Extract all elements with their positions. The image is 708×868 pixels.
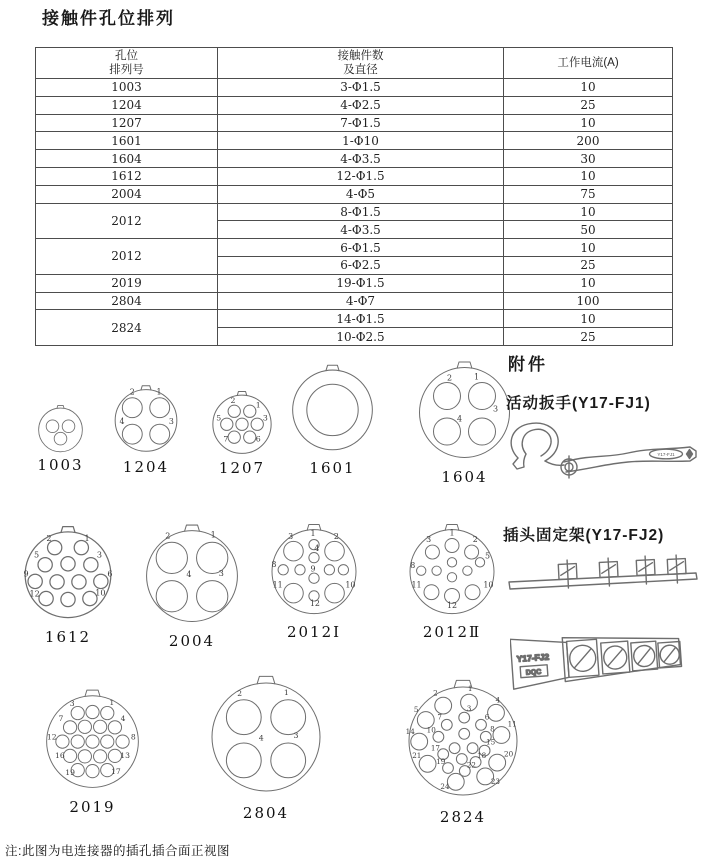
cell-arrangement-no: 1604	[36, 150, 218, 168]
footnote: 注:此图为电连接器的插孔插合面正视图	[5, 844, 230, 858]
table-row	[36, 79, 673, 97]
table-row	[36, 310, 673, 328]
hole-number: 5	[484, 551, 490, 561]
connector-diagram-1601	[286, 359, 379, 477]
hole-number: 19	[65, 768, 75, 778]
hole-number: 3	[466, 704, 472, 713]
hole-number: 1	[310, 529, 316, 539]
contact-hole-2	[226, 700, 261, 735]
col-header-line: 排列号	[109, 64, 144, 76]
contact-hole-16	[63, 749, 76, 762]
connector-label: 1207	[218, 459, 266, 478]
hole-number: 2	[472, 534, 478, 544]
hole-number: 1	[156, 387, 162, 397]
contact-hole-1	[271, 700, 306, 735]
hole-number: 8	[130, 732, 136, 742]
hole-number: 9	[23, 568, 29, 579]
connector-diagram-1003	[35, 402, 86, 474]
plug-holder-side-view	[506, 549, 702, 597]
connector-face-1204	[110, 381, 182, 460]
bracket-dqc-text: DQC	[525, 668, 542, 677]
contact-hole	[71, 735, 84, 748]
hole-number: 23	[490, 777, 500, 787]
hole-number: 2	[230, 395, 236, 405]
hole-number: 14	[405, 726, 415, 736]
table-row	[36, 203, 673, 221]
hole-number: 8	[410, 560, 416, 570]
hole-number: 3	[492, 404, 499, 414]
hole-number: 12	[446, 601, 458, 611]
cell-contacts-diameter: 6-Φ1.5	[218, 239, 504, 257]
bracket-strip	[562, 630, 681, 682]
cell-arrangement-no: 1601	[36, 132, 218, 150]
hole-number: 4	[119, 416, 125, 426]
contact-hole-2	[156, 542, 187, 573]
contact-hole	[61, 592, 75, 606]
connector-label: 2012Ⅰ	[286, 623, 342, 642]
contact-hole-2	[325, 541, 345, 561]
hole-number: 3	[168, 416, 174, 426]
table-header-row	[36, 48, 673, 79]
contact-hole	[338, 565, 348, 575]
connector-label: 1604	[441, 468, 488, 486]
contact-hole-4	[309, 553, 319, 563]
bracket-clip	[636, 556, 655, 585]
hole-number: 7	[223, 434, 229, 444]
contact-hole-10	[325, 583, 345, 603]
cell-contacts-diameter: 6-Φ2.5	[218, 256, 504, 274]
contact-hole-3	[197, 581, 228, 612]
connector-face-2824	[400, 672, 526, 810]
cell-contacts-diameter: 14-Φ1.5	[218, 310, 504, 328]
col-header-contacts-diameter	[218, 48, 504, 79]
connector-face-2012-2	[403, 518, 501, 625]
cell-arrangement-no: 2012	[36, 203, 218, 239]
contact-hole-5	[475, 558, 484, 567]
contact-hole	[61, 557, 75, 571]
contact-hole-12	[39, 591, 53, 605]
hole-number: 17	[111, 767, 121, 777]
contact-hole	[456, 754, 467, 765]
wrench-jaw-tip	[513, 454, 526, 469]
table-row	[36, 274, 673, 292]
contact-hole-4	[488, 704, 505, 721]
hole-number: 1	[449, 528, 455, 538]
hole-number: 11	[411, 580, 422, 590]
hole-number: 1	[255, 400, 261, 410]
hole-number: 12	[46, 732, 57, 742]
hole-number: 3	[288, 531, 294, 541]
hole-number: 6	[484, 712, 490, 722]
contact-hole-1	[244, 405, 256, 417]
table-row	[36, 292, 673, 310]
table-row	[36, 239, 673, 257]
hole-number: 4	[258, 733, 264, 743]
contact-hole-1	[101, 706, 114, 719]
connector-label: 1601	[309, 458, 356, 477]
cell-contacts-diameter: 4-Φ5	[218, 185, 504, 203]
contact-hole-3	[425, 545, 439, 559]
hole-number: 7	[58, 714, 64, 724]
connector-shell	[409, 687, 517, 795]
contact-hole-2	[434, 383, 461, 410]
connector-label: 2004	[168, 632, 216, 651]
hole-number: 11	[507, 719, 517, 729]
hole-number: 5	[413, 705, 419, 715]
hole-number: 19	[436, 756, 446, 766]
cell-contacts-diameter: 1-Φ10	[218, 132, 504, 150]
contact-hole-7	[63, 721, 76, 734]
contact-hole	[447, 573, 456, 582]
wrench-star-mark	[687, 450, 693, 459]
hole-number: 24	[440, 782, 450, 791]
connector-diagram-2004	[139, 518, 245, 650]
contact-hole	[449, 743, 460, 754]
contact-hole-3	[150, 424, 170, 444]
connector-label: 2019	[69, 798, 116, 817]
wrench-hook-inner	[522, 429, 551, 456]
cell-working-current: 25	[504, 328, 673, 346]
connector-label: 2012Ⅱ	[422, 623, 482, 642]
contact-hole-3	[84, 558, 98, 572]
contact-hole-1	[445, 539, 459, 553]
hole-number: 1	[467, 684, 473, 694]
cell-working-current: 50	[504, 221, 673, 239]
connector-label: 2804	[242, 804, 290, 822]
contact-hole-2	[228, 405, 240, 417]
cell-contacts-diameter: 4-Φ7	[218, 292, 504, 310]
contact-hole-6	[244, 431, 256, 443]
contact-hole-8	[116, 735, 129, 748]
hole-number: 15	[486, 737, 496, 747]
contact-hole-21	[419, 755, 436, 772]
cell-working-current: 200	[504, 132, 673, 150]
contact-hole-3	[469, 418, 496, 445]
cell-contacts-diameter: 4-Φ3.5	[218, 150, 504, 168]
contact-hole-3	[251, 418, 263, 430]
page-title: 接触件孔位排列	[42, 9, 175, 28]
connector-label: 2824	[439, 808, 487, 826]
contact-hole-1	[469, 383, 496, 410]
table-row	[36, 150, 673, 168]
hole-number: 18	[477, 750, 487, 760]
hole-number: 4	[186, 570, 192, 580]
hole-number: 11	[272, 580, 283, 590]
hole-number: 21	[412, 750, 422, 760]
contact-hole	[459, 728, 470, 739]
hole-number: 7	[437, 712, 442, 722]
bracket-cell	[601, 641, 630, 674]
cell-working-current: 30	[504, 150, 673, 168]
cell-contacts-diameter: 4-Φ3.5	[218, 221, 504, 239]
table-row	[36, 114, 673, 132]
contact-hole-8	[278, 565, 288, 575]
bracket-label: 插头固定架(Y17-FJ2)	[503, 527, 665, 544]
cell-working-current: 10	[504, 167, 673, 185]
cell-arrangement-no: 2012	[36, 239, 218, 275]
col-header-line: 接触件数	[337, 50, 384, 62]
hole-number: 12	[309, 599, 320, 609]
connector-face-2004	[139, 518, 245, 634]
col-header-line: 孔位	[115, 50, 138, 62]
hole-number: 2	[165, 531, 171, 541]
contact-hole-12	[56, 735, 69, 748]
cell-working-current: 100	[504, 292, 673, 310]
cell-arrangement-no: 2019	[36, 274, 218, 292]
contact-hole-1	[150, 398, 170, 418]
hole-number: 2	[129, 387, 135, 397]
hole-number: 16	[55, 750, 65, 760]
cell-arrangement-no: 1003	[36, 79, 218, 97]
hole-number: 10	[345, 580, 356, 590]
hole-number: 4	[456, 414, 463, 424]
hole-number: 1	[109, 697, 115, 707]
hole-number: 13	[120, 750, 130, 760]
hole-number: 22	[466, 760, 476, 770]
col-header-arrangement-no	[36, 48, 218, 79]
contact-hole	[432, 566, 441, 575]
accessories-section-title: 附件	[508, 355, 548, 374]
hole-number: 9	[310, 564, 316, 574]
cell-contacts-diameter: 10-Φ2.5	[218, 328, 504, 346]
contact-hole	[86, 735, 99, 748]
cell-arrangement-no: 2004	[36, 185, 218, 203]
connector-diagram-1612	[18, 520, 118, 646]
table-row	[36, 96, 673, 114]
cell-arrangement-no: 1207	[36, 114, 218, 132]
contact-hole-6	[94, 574, 108, 588]
contact-hole	[94, 750, 107, 763]
wrench-label: 活动扳手(Y17-FJ1)	[506, 395, 651, 412]
contact-hole	[101, 735, 114, 748]
table-row	[36, 185, 673, 203]
cell-working-current: 10	[504, 203, 673, 221]
col-header-working-current: 工作电流(A)	[504, 48, 673, 79]
hole-number: 6	[255, 434, 261, 444]
cell-working-current: 75	[504, 185, 673, 203]
cell-working-current: 10	[504, 114, 673, 132]
contact-hole	[467, 743, 478, 754]
cell-working-current: 10	[504, 79, 673, 97]
connector-label: 1003	[37, 455, 84, 474]
cell-working-current: 25	[504, 256, 673, 274]
bracket-rail	[509, 573, 697, 589]
hole-number: 2	[433, 688, 438, 698]
cell-working-current: 10	[504, 274, 673, 292]
wrench-tag-text: Y17-FJ1	[657, 451, 675, 457]
contact-hole	[236, 418, 248, 430]
center-contact-hole	[307, 384, 358, 435]
contact-hole-11	[284, 583, 304, 603]
contact-hole-2	[435, 697, 452, 714]
cell-contacts-diameter: 3-Φ1.5	[218, 79, 504, 97]
connector-diagram-2019	[39, 683, 146, 816]
connector-diagram-2012-II	[403, 518, 501, 641]
hole-number: 5	[34, 549, 40, 560]
cell-contacts-diameter: 19-Φ1.5	[218, 274, 504, 292]
contact-hole-7	[228, 431, 240, 443]
cell-contacts-diameter: 7-Φ1.5	[218, 114, 504, 132]
hole-number: 12	[29, 588, 40, 599]
hole-number: 10	[426, 725, 436, 735]
contact-hole-9	[28, 574, 42, 588]
contact-hole	[50, 575, 64, 589]
cell-arrangement-no: 1612	[36, 167, 218, 185]
contact-hole-4	[434, 418, 461, 445]
cell-contacts-diameter: 12-Φ1.5	[218, 167, 504, 185]
contact-hole-11	[493, 727, 510, 744]
contact-hole-4	[122, 424, 142, 444]
contact-hole	[86, 705, 99, 718]
cell-arrangement-no: 1204	[36, 96, 218, 114]
contact-hole-2	[122, 398, 142, 418]
hole-number: 2	[446, 373, 453, 383]
plug-holder-top-view	[510, 618, 686, 692]
connector-face-2012-1	[265, 518, 363, 625]
connector-label: 1612	[44, 627, 92, 646]
connector-diagram-2824	[400, 672, 526, 826]
hole-number: 3	[426, 534, 432, 544]
connector-shell	[47, 696, 139, 788]
bracket-clip	[558, 560, 577, 589]
cell-contacts-diameter: 4-Φ2.5	[218, 96, 504, 114]
connector-shell	[213, 395, 271, 453]
hole-number: 3	[69, 698, 75, 708]
contact-arrangement-table	[35, 47, 673, 346]
hole-number: 8	[490, 724, 495, 734]
contact-hole-3	[271, 743, 306, 778]
table-row	[36, 132, 673, 150]
contact-hole	[78, 750, 91, 763]
contact-hole	[78, 720, 91, 733]
contact-hole-3	[71, 706, 84, 719]
contact-hole-9	[309, 573, 319, 583]
col-header-line: 及直径	[343, 64, 378, 76]
adjustable-wrench-drawing	[502, 420, 704, 482]
contact-hole-4	[156, 581, 187, 612]
connector-face-1612	[18, 520, 118, 630]
bracket-clip	[599, 558, 618, 587]
hole-number: 2	[46, 532, 52, 543]
hole-number: 2	[237, 689, 243, 699]
hole-number: 10	[483, 580, 494, 590]
hole-number: 4	[314, 544, 320, 554]
connector-face-2019	[39, 683, 146, 800]
contact-hole-11	[424, 585, 439, 600]
hole-number: 4	[120, 714, 126, 724]
contact-hole	[295, 565, 305, 575]
connector-diagram-1207	[208, 387, 276, 477]
connector-diagram-1204	[110, 381, 182, 476]
hole-number: 3	[262, 413, 268, 423]
bracket-cell	[567, 639, 599, 677]
connector-face-1003	[35, 402, 86, 458]
connector-shell	[293, 370, 373, 450]
connector-face-1207	[208, 387, 276, 461]
hole-number: 4	[495, 695, 501, 705]
hole-number: 3	[96, 549, 102, 560]
contact-hole	[72, 575, 86, 589]
connector-diagram-2804	[203, 668, 329, 822]
connector-label: 1204	[122, 457, 170, 476]
contact-hole-13	[108, 749, 121, 762]
contact-hole-5	[221, 418, 233, 430]
contact-hole	[463, 566, 472, 575]
hole-number: 3	[293, 731, 299, 741]
contact-hole-4	[226, 743, 261, 778]
cell-working-current: 10	[504, 239, 673, 257]
contact-hole-8	[417, 566, 426, 575]
contact-hole	[94, 720, 107, 733]
connector-face-1601	[286, 359, 379, 461]
table-row	[36, 167, 673, 185]
contact-hole-4	[108, 721, 121, 734]
connector-diagram-2012-I	[265, 518, 363, 641]
hole-number: 20	[504, 749, 514, 759]
cell-contacts-diameter: 8-Φ1.5	[218, 203, 504, 221]
hole-number: 10	[95, 587, 106, 598]
hole-number: 1	[210, 530, 216, 540]
hole-number: 2	[333, 531, 339, 541]
hole-number: 3	[218, 569, 224, 579]
bracket-cell	[631, 641, 658, 671]
contact-hole	[54, 432, 67, 445]
connector-face-2804	[203, 668, 329, 806]
contact-hole	[86, 765, 99, 778]
contact-hole	[324, 565, 334, 575]
contact-hole	[62, 420, 75, 433]
hole-number: 1	[84, 532, 90, 543]
bracket-cell	[658, 641, 682, 667]
contact-hole	[46, 420, 59, 433]
contact-hole-10	[465, 585, 480, 600]
hole-number: 17	[430, 743, 440, 753]
contact-hole-7	[441, 719, 452, 730]
contact-hole-5	[38, 558, 52, 572]
hole-number: 1	[283, 688, 289, 697]
contact-hole-2	[465, 545, 479, 559]
cell-working-current: 25	[504, 96, 673, 114]
hole-number: 8	[271, 559, 277, 569]
hole-number: 6	[107, 568, 113, 579]
cell-arrangement-no: 2804	[36, 292, 218, 310]
cell-working-current: 10	[504, 310, 673, 328]
hole-number: 5	[216, 413, 222, 423]
cell-arrangement-no: 2824	[36, 310, 218, 346]
contact-hole	[447, 558, 456, 567]
contact-hole-3	[459, 712, 470, 723]
hole-number: 1	[473, 372, 480, 382]
connector-shell	[212, 683, 320, 791]
contact-hole-20	[489, 754, 506, 771]
contact-hole-3	[284, 541, 304, 561]
bracket-tag-text: Y17-FJ2	[516, 651, 550, 664]
